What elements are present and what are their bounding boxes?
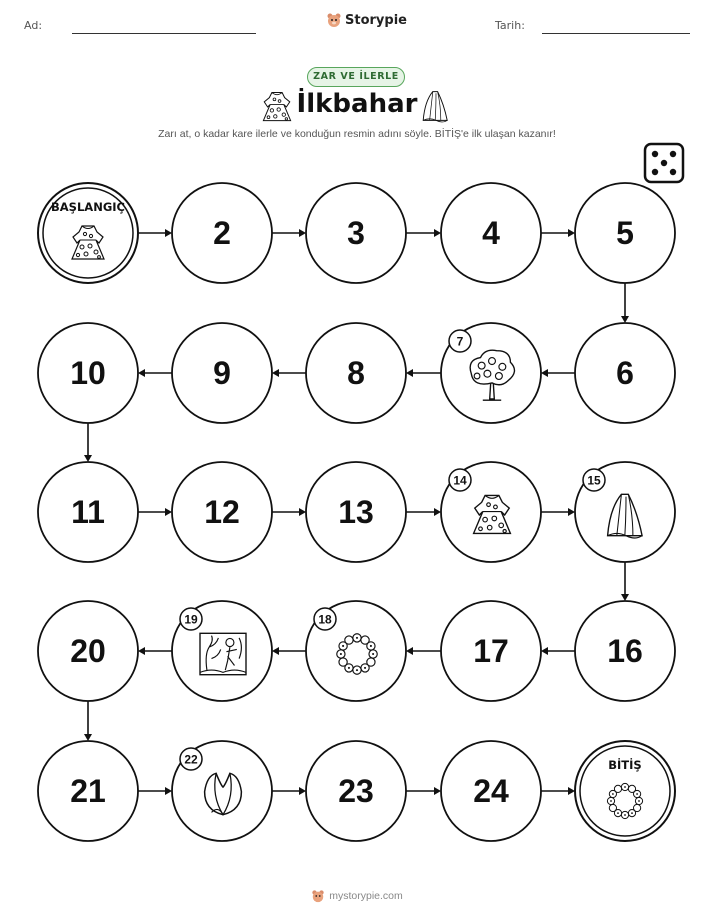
footer [0, 889, 714, 903]
name-label: Ad: [24, 19, 43, 32]
dice-icon [643, 142, 685, 184]
space-number: 20 [70, 633, 106, 669]
space-number: 24 [473, 773, 509, 809]
path-arrow [138, 508, 172, 516]
space-number: 11 [71, 494, 105, 530]
board-space-14 [441, 462, 541, 562]
path-arrow [406, 369, 441, 377]
path-arrow [138, 229, 172, 237]
path-arrow [272, 229, 306, 237]
board-space-23 [306, 741, 406, 841]
space-number: 2 [213, 215, 231, 251]
board-space-22 [172, 741, 272, 841]
path-arrow [406, 229, 441, 237]
path-arrow [138, 787, 172, 795]
brand-name: Storypie [345, 12, 407, 28]
path-arrow [272, 787, 306, 795]
path-arrow [541, 508, 575, 516]
space-number: 15 [587, 473, 601, 488]
path-arrow [406, 647, 441, 655]
path-arrow [138, 369, 172, 377]
board-space-10 [38, 323, 138, 423]
space-number: 4 [482, 215, 500, 251]
page-title: İlkbahar [296, 89, 418, 119]
board-space-20 [38, 601, 138, 701]
board-space-16 [575, 601, 675, 701]
start-label: BAŞLANGIÇ [51, 200, 125, 214]
path-arrow [541, 787, 575, 795]
space-number: 21 [70, 773, 106, 809]
space-number: 10 [70, 355, 106, 391]
path-arrow [84, 423, 92, 462]
space-number: 9 [213, 355, 231, 391]
path-arrow [84, 701, 92, 741]
space-number: 17 [473, 633, 509, 669]
space-number: 12 [204, 494, 240, 530]
path-arrow [541, 229, 575, 237]
instructions: Zarı at, o kadar kare ilerle ve konduğun resmin adını söyle. BİTİŞ'e ilk ulaşan kazanır! [158, 128, 556, 140]
space-number: 22 [184, 752, 198, 767]
space-number: 13 [338, 494, 374, 530]
space-number: 16 [607, 633, 643, 669]
space-number: 23 [338, 773, 374, 809]
board-space-11 [38, 462, 138, 562]
finish-space [575, 741, 675, 841]
finish-label: BİTİŞ [608, 758, 642, 772]
path-arrow [621, 283, 629, 323]
space-number: 8 [347, 355, 365, 391]
board-space-19 [172, 601, 272, 701]
board-space-5 [575, 183, 675, 283]
board-space-12 [172, 462, 272, 562]
board-space-24 [441, 741, 541, 841]
board-space-17 [441, 601, 541, 701]
board-space-4 [441, 183, 541, 283]
board-space-21 [38, 741, 138, 841]
board-space-13 [306, 462, 406, 562]
path-arrow [541, 369, 575, 377]
space-number: 6 [616, 355, 634, 391]
board-space-18 [306, 601, 406, 701]
start-space [38, 183, 138, 283]
dress-icon [260, 90, 294, 124]
board-space-15 [575, 462, 675, 562]
date-label: Tarih: [495, 19, 525, 32]
path-arrow [406, 508, 441, 516]
path-arrow [406, 787, 441, 795]
board-space-6 [575, 323, 675, 423]
footer-url: mystorypie.com [329, 890, 403, 902]
space-number: 19 [184, 612, 198, 627]
board-space-9 [172, 323, 272, 423]
board-space-3 [306, 183, 406, 283]
space-number: 7 [456, 334, 464, 349]
board-space-8 [306, 323, 406, 423]
bear-icon [311, 889, 325, 903]
board-space-2 [172, 183, 272, 283]
space-number: 14 [453, 473, 467, 488]
path-arrow [272, 508, 306, 516]
space-number: 18 [318, 612, 332, 627]
path-arrow [272, 369, 306, 377]
board-space-7 [441, 323, 541, 423]
path-arrow [138, 647, 172, 655]
veil-icon [420, 89, 452, 123]
space-number: 3 [347, 215, 365, 251]
space-number: 5 [616, 215, 634, 251]
path-arrow [621, 562, 629, 601]
path-arrow [541, 647, 575, 655]
garden-scene-icon [200, 633, 246, 674]
path-arrow [272, 647, 306, 655]
game-type-badge: ZAR VE İLERLE [307, 67, 405, 87]
